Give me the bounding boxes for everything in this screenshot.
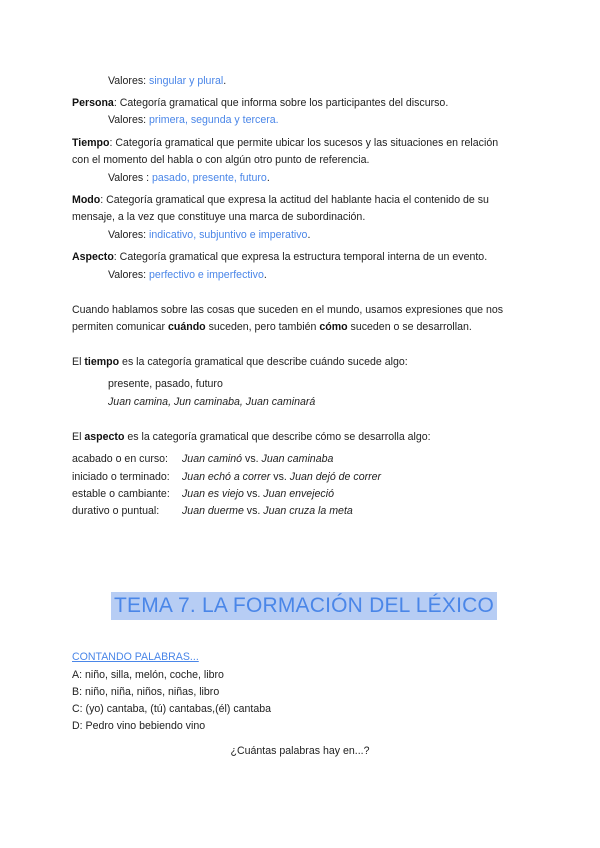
aspecto-values-line: Valores: perfectivo e imperfectivo. xyxy=(108,269,267,281)
modo-definition-line-1: Modo: Categoría gramatical que expresa la actitud del hablante hacia el contenido de su xyxy=(72,194,489,206)
aspecto-definition: Aspecto: Categoría gramatical que expresa la estructura temporal interna de un evento. xyxy=(72,251,488,263)
question: ¿Cuántas palabras hay en...? xyxy=(230,745,370,757)
tiempo-definition-line-1: Tiempo: Categoría gramatical que permite ubicar los sucesos y las situaciones en relación xyxy=(72,137,499,149)
persona-definition: Persona: Categoría gramatical que informa sobre los participantes del discurso. xyxy=(72,97,449,109)
tiempo-example: Juan camina, Jun caminaba, Juan caminará xyxy=(108,396,316,408)
tiempo-values-list: presente, pasado, futuro xyxy=(108,378,223,390)
subtitle-link[interactable]: CONTANDO PALABRAS... xyxy=(72,651,199,663)
list-item: A: niño, silla, melón, coche, libro xyxy=(72,669,224,681)
aspecto-values: perfectivo e imperfectivo xyxy=(149,269,264,281)
modo-values: indicativo, subjuntivo e imperativo xyxy=(149,229,308,241)
tiempo-values-line: Valores : pasado, presente, futuro. xyxy=(108,172,270,184)
tiempo-term: Tiempo xyxy=(72,137,110,149)
modo-definition-line-2: mensaje, a la vez que constituye una marca de subordinación. xyxy=(72,211,366,223)
persona-values: primera, segunda y tercera. xyxy=(149,114,279,126)
modo-term: Modo xyxy=(72,194,101,206)
list-item: C: (yo) cantaba, (tú) cantabas,(él) cantaba xyxy=(72,703,272,715)
numero-values: singular y plural xyxy=(149,75,224,87)
tiempo-values: pasado, presente, futuro xyxy=(151,172,267,184)
tiempo-intro: El tiempo es la categoría gramatical que describe cuándo sucede algo: xyxy=(72,356,408,368)
list-item: B: niño, niña, niños, niñas, libro xyxy=(72,686,220,698)
persona-values-line: Valores: primera, segunda y tercera. xyxy=(108,114,279,126)
aspecto-intro: El aspecto es la categoría gramatical que describe cómo se desarrolla algo: xyxy=(72,431,431,443)
paragraph-line-1: Cuando hablamos sobre las cosas que suceden en el mundo, usamos expresiones que nos xyxy=(72,304,504,316)
numero-values-line: Valores: singular y plural. xyxy=(108,75,227,87)
aspecto-term: Aspecto xyxy=(72,251,114,263)
paragraph-line-2: permiten comunicar cuándo suceden, pero también cómo suceden o se desarrollan. xyxy=(72,321,472,333)
modo-values-line: Valores: indicativo, subjuntivo e imperativo. xyxy=(108,229,311,241)
persona-term: Persona xyxy=(72,97,114,109)
section-title: TEMA 7. LA FORMACIÓN DEL LÉXICO xyxy=(111,592,497,620)
list-item: D: Pedro vino bebiendo vino xyxy=(72,720,206,732)
tiempo-definition-line-2: con el momento del habla o con algún otro punto de referencia. xyxy=(72,154,370,166)
